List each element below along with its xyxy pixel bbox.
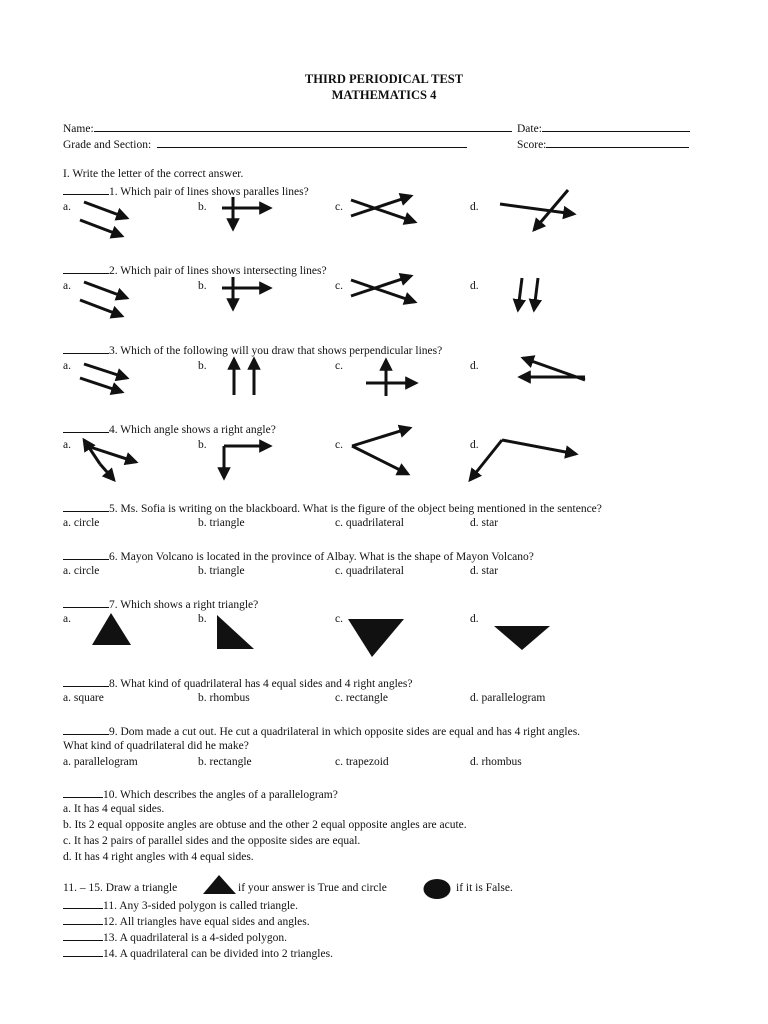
answer-blank-7[interactable] [63, 596, 109, 608]
q5-option-a: a. circle [63, 517, 100, 529]
subject-title: MATHEMATICS 4 [331, 88, 437, 102]
item-14 [63, 945, 333, 961]
answer-blank-6[interactable] [63, 548, 109, 560]
q3-figure-c-perpendicular-arrows [364, 356, 424, 400]
answer-blank-8[interactable] [63, 675, 109, 687]
part2-suffix: if it is False. [456, 882, 513, 894]
q10-option-a: a. It has 4 equal sides. [63, 803, 165, 815]
q6-option-a: a. circle [63, 565, 100, 577]
q3-option-b: b. [198, 360, 207, 372]
q2-figure-d-parallel-down-arrows [508, 274, 548, 316]
item-12 [63, 913, 310, 929]
q4-figure-a-acute-angle [80, 434, 150, 484]
q10-option-c: c. It has 2 pairs of parallel sides and the opposite sides are equal. [63, 835, 361, 847]
q3-option-c: c. [335, 360, 343, 372]
q7-option-c: c. [335, 613, 343, 625]
true-triangle-icon [202, 874, 238, 896]
name-field[interactable] [94, 120, 512, 132]
q6-option-d: d. star [470, 565, 499, 577]
q1-figure-a-parallel-arrows [72, 196, 142, 246]
q1-option-a: a. [63, 201, 71, 213]
question-1-text: 1. Which pair of lines shows paralles lines? [109, 186, 309, 198]
q9-option-c: c. trapezoid [335, 756, 389, 768]
item-13-text: 13. A quadrilateral is a 4-sided polygon. [103, 932, 287, 944]
question-8 [63, 675, 413, 691]
q8-option-b: b. rhombus [198, 692, 250, 704]
q5-option-d: d. star [470, 517, 499, 529]
score-label: Score: [517, 139, 547, 151]
q3-figure-d-crossing-arrows [515, 352, 595, 392]
answer-blank-10[interactable] [63, 786, 103, 798]
answer-blank-1[interactable] [63, 183, 109, 195]
q9-option-b: b. rectangle [198, 756, 252, 768]
question-8-text: 8. What kind of quadrilateral has 4 equal sides and 4 right angles? [109, 678, 413, 690]
q1-option-b: b. [198, 201, 207, 213]
date-row [517, 120, 690, 136]
name-row [63, 120, 512, 136]
q4-option-d: d. [470, 439, 479, 451]
q4-option-a: a. [63, 439, 71, 451]
grade-row [63, 136, 467, 152]
item-11 [63, 897, 298, 913]
q2-figure-c-crossing-arrows [345, 272, 425, 312]
answer-blank-5[interactable] [63, 500, 109, 512]
grade-label: Grade and Section: [63, 139, 152, 151]
answer-blank-4[interactable] [63, 421, 109, 433]
q3-figure-a-parallel-arrows [72, 358, 142, 403]
q2-figure-a-parallel-arrows [72, 276, 142, 326]
q6-option-c: c. quadrilateral [335, 565, 404, 577]
q2-option-a: a. [63, 280, 71, 292]
question-3-text: 3. Which of the following will you draw that shows perpendicular lines? [109, 345, 443, 357]
question-9-text-line2: What kind of quadrilateral did he make? [63, 740, 249, 752]
test-title: THIRD PERIODICAL TEST [304, 72, 464, 86]
q4-figure-b-right-angle [216, 438, 281, 486]
q2-option-c: c. [335, 280, 343, 292]
q8-option-c: c. rectangle [335, 692, 388, 704]
answer-blank-11[interactable] [63, 897, 103, 909]
q8-option-a: a. square [63, 692, 104, 704]
question-4-text: 4. Which angle shows a right angle? [109, 424, 276, 436]
q7-option-d: d. [470, 613, 479, 625]
q1-option-d: d. [470, 201, 479, 213]
q1-option-c: c. [335, 201, 343, 213]
instructions: I. Write the letter of the correct answer. [63, 168, 244, 180]
item-13 [63, 929, 287, 945]
q4-option-c: c. [335, 439, 343, 451]
grade-field[interactable] [157, 136, 467, 148]
q7-figure-b-right-triangle [214, 613, 258, 651]
q7-figure-a-equilateral-triangle [90, 611, 134, 647]
question-6-text: 6. Mayon Volcano is located in the province of Albay. What is the shape of Mayon Volcano? [109, 551, 534, 563]
q1-figure-b-perpendicular-arrows [218, 193, 278, 238]
q4-figure-c-acute-angle [348, 424, 423, 484]
question-10-text: 10. Which describes the angles of a parallelogram? [103, 789, 338, 801]
answer-blank-2[interactable] [63, 262, 109, 274]
q9-option-d: d. rhombus [470, 756, 522, 768]
answer-blank-3[interactable] [63, 342, 109, 354]
q2-option-d: d. [470, 280, 479, 292]
q7-figure-d-inverted-triangle [492, 624, 554, 654]
question-9-text: 9. Dom made a cut out. He cut a quadrilateral in which opposite sides are equal and has 4 right angles. [109, 726, 581, 738]
question-5-text: 5. Ms. Sofia is writing on the blackboard. What is the figure of the object being mentioned in the sentence? [109, 503, 602, 515]
q10-option-d: d. It has 4 right angles with 4 equal sides. [63, 851, 254, 863]
q8-option-d: d. parallelogram [470, 692, 546, 704]
q1-figure-d-crossing-arrows [498, 186, 583, 236]
date-field[interactable] [542, 120, 690, 132]
q7-option-b: b. [198, 613, 207, 625]
score-field[interactable] [546, 136, 689, 148]
question-7-text: 7. Which shows a right triangle? [109, 599, 259, 611]
name-label: Name: [63, 123, 94, 135]
q6-option-b: b. triangle [198, 565, 245, 577]
q1-figure-c-crossing-arrows [345, 192, 425, 232]
q5-option-b: b. triangle [198, 517, 245, 529]
answer-blank-13[interactable] [63, 929, 103, 941]
q2-figure-b-perpendicular-arrows [218, 273, 278, 318]
q9-option-a: a. parallelogram [63, 756, 138, 768]
item-12-text: 12. All triangles have equal sides and angles. [103, 916, 310, 928]
q10-option-b: b. Its 2 equal opposite angles are obtuse and the other 2 equal opposite angles are acute. [63, 819, 467, 831]
question-9 [63, 723, 580, 739]
answer-blank-14[interactable] [63, 945, 103, 957]
question-5 [63, 500, 602, 516]
part2-middle: if your answer is True and circle [238, 882, 387, 894]
answer-blank-9[interactable] [63, 723, 109, 735]
item-14-text: 14. A quadrilateral can be divided into 2 triangles. [103, 948, 333, 960]
false-circle-icon [423, 878, 453, 900]
q4-option-b: b. [198, 439, 207, 451]
question-7 [63, 596, 258, 612]
q4-figure-d-obtuse-angle [466, 434, 586, 486]
q7-option-a: a. [63, 613, 71, 625]
answer-blank-12[interactable] [63, 913, 103, 925]
q3-figure-b-parallel-up-arrows [225, 353, 265, 398]
date-label: Date: [517, 123, 542, 135]
q2-option-b: b. [198, 280, 207, 292]
q7-figure-c-inverted-triangle [346, 617, 408, 659]
q3-option-a: a. [63, 360, 71, 372]
question-2-text: 2. Which pair of lines shows intersecting lines? [109, 265, 327, 277]
question-10 [63, 786, 338, 802]
item-11-text: 11. Any 3-sided polygon is called triangle. [103, 900, 299, 912]
q5-option-c: c. quadrilateral [335, 517, 404, 529]
q3-option-d: d. [470, 360, 479, 372]
score-row [517, 136, 689, 152]
part2-prefix: 11. – 15. Draw a triangle [63, 882, 178, 894]
question-6 [63, 548, 534, 564]
